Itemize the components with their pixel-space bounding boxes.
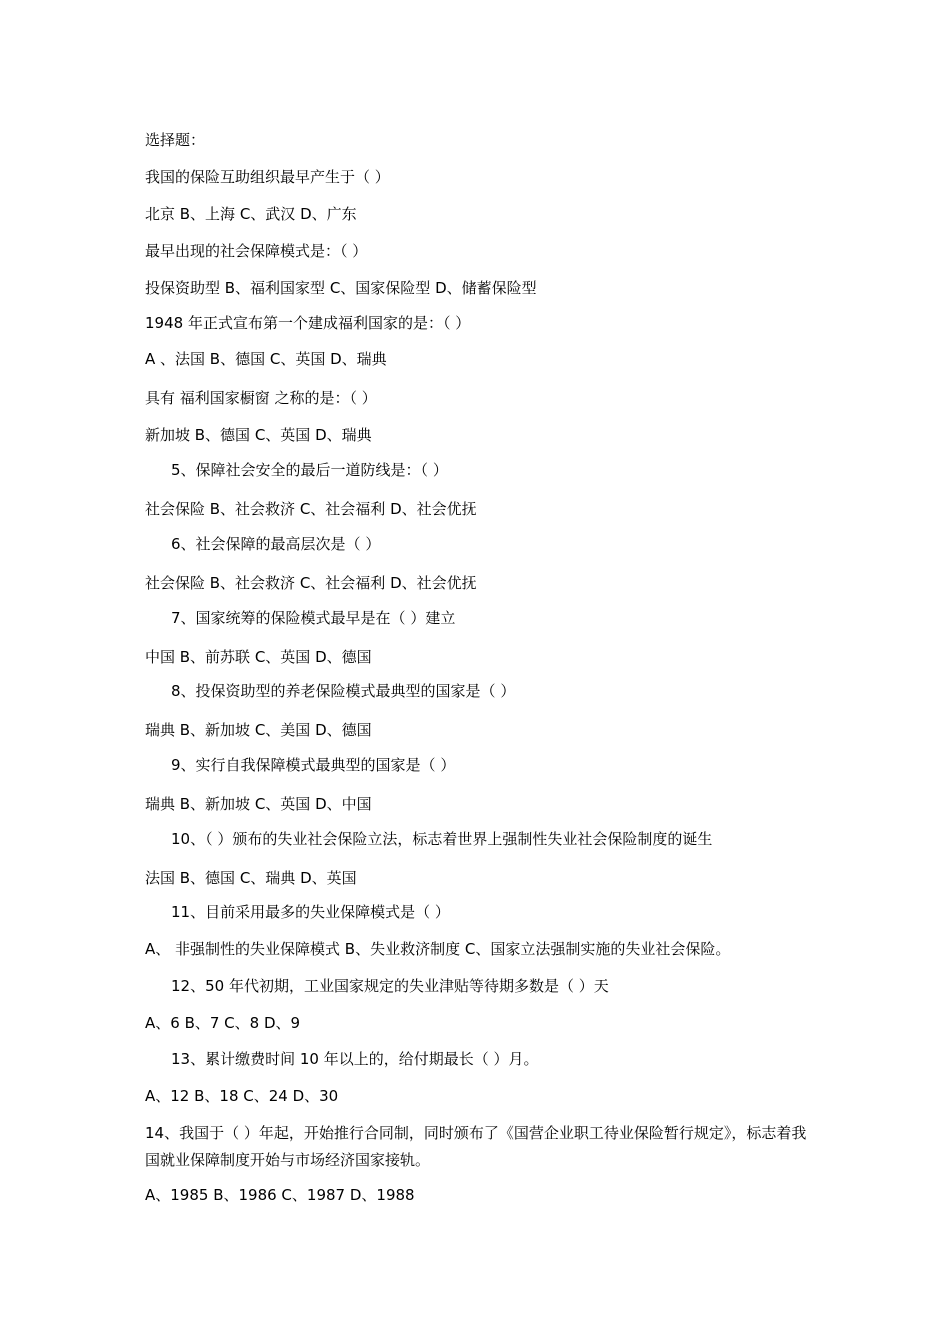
question-5: 5、保障社会安全的最后一道防线是：（ ） (171, 461, 448, 479)
options-3: A 、法国 B、德国 C、英国 D、瑞典 (145, 350, 387, 368)
options-14: A、1985 B、1986 C、1987 D、1988 (145, 1186, 415, 1204)
question-11: 11、目前采用最多的失业保障模式是（ ） (171, 903, 450, 921)
question-3: 1948 年正式宣布第一个建成福利国家的是：（ ） (145, 314, 471, 332)
question-13: 13、累计缴费时间 10 年以上的，给付期最长（ ）月。 (171, 1050, 539, 1068)
options-2: 投保资助型 B、福利国家型 C、国家保险型 D、储蓄保险型 (145, 279, 537, 297)
options-13: A、12 B、18 C、24 D、30 (145, 1087, 339, 1105)
question-9: 9、实行自我保障模式最典型的国家是（ ） (171, 756, 456, 774)
options-5: 社会保险 B、社会救济 C、社会福利 D、社会优抚 (145, 500, 477, 518)
question-14: 14、我国于（ ）年起，开始推行合同制，同时颁布了《国营企业职工待业保险暂行规定》，标志着我国就业保障制度开始与市场经济国家接轨。 (145, 1124, 807, 1169)
question-1: 我国的保险互助组织最早产生于（ ） (145, 168, 390, 186)
options-1: 北京 B、上海 C、武汉 D、广东 (145, 205, 357, 223)
options-10: 法国 B、德国 C、瑞典 D、英国 (145, 869, 357, 887)
options-11: A、 非强制性的失业保障模式 B、失业救济制度 C、国家立法强制实施的失业社会保险。 (145, 940, 731, 958)
question-8: 8、投保资助型的养老保险模式最典型的国家是（ ） (171, 682, 516, 700)
options-6: 社会保险 B、社会救济 C、社会福利 D、社会优抚 (145, 574, 477, 592)
question-7: 7、国家统筹的保险模式最早是在（ ）建立 (171, 609, 456, 627)
question-2: 最早出现的社会保障模式是：（ ） (145, 242, 368, 260)
options-8: 瑞典 B、新加坡 C、美国 D、德国 (145, 721, 372, 739)
options-9: 瑞典 B、新加坡 C、英国 D、中国 (145, 795, 372, 813)
question-6: 6、社会保障的最高层次是（ ） (171, 535, 381, 553)
options-4: 新加坡 B、德国 C、英国 D、瑞典 (145, 426, 372, 444)
question-12: 12、50 年代初期，工业国家规定的失业津贴等待期多数是（ ）天 (171, 977, 609, 995)
question-10: 10、（ ）颁布的失业社会保险立法，标志着世界上强制性失业社会保险制度的诞生 (171, 830, 713, 848)
section-heading: 选择题： (145, 131, 206, 149)
options-7: 中国 B、前苏联 C、英国 D、德国 (145, 648, 372, 666)
options-12: A、6 B、7 C、8 D、9 (145, 1014, 301, 1032)
question-4: 具有 福利国家橱窗 之称的是：（ ） (145, 389, 377, 407)
